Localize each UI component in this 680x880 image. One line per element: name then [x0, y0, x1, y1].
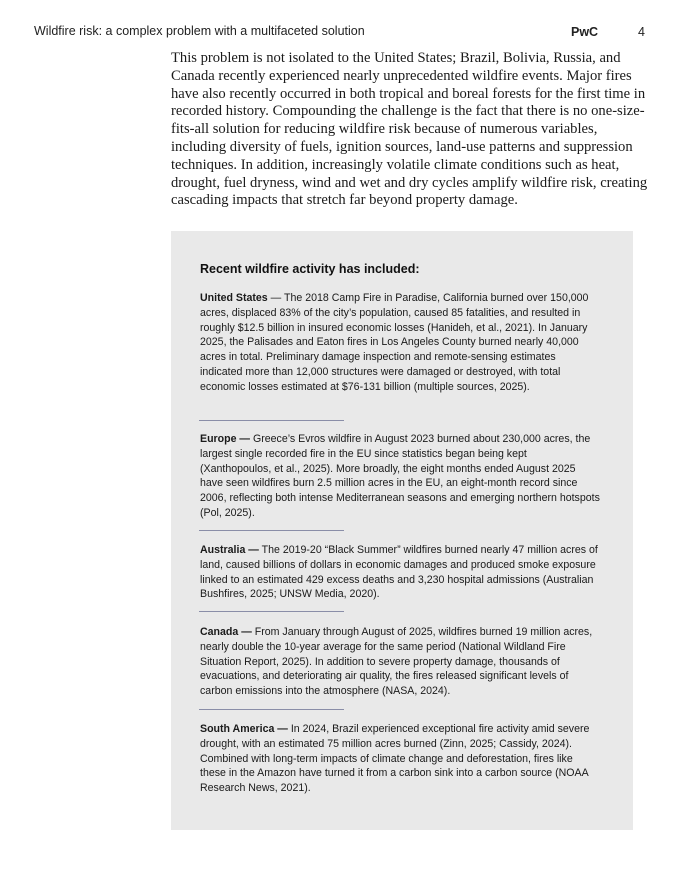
entry-text: From January through August of 2025, wildfires burned 19 million acres, nearly double the 10-year average for the same period (National Wildland Fire Situation Report, 2025). In addition to severe property damage, thousands of evacuations, and deteriorating air quality, the fires released significant levels of carbon emissions into the atmosphere (NASA, 2024). — [200, 626, 593, 698]
entry-text: Greece’s Evros wildfire in August 2023 burned about 230,000 acres, the largest single recorded fire in the EU since statistics began being kept (Xanthopoulos, et al., 2025). More broadly, the eight months ended August 2025 have seen wildfires burn 2.5 million acres in the EU, an eight-month record since 2006, reflecting both intense Mediterranean seasons and emerging northern hotspots (Pol, 2025). — [200, 433, 600, 519]
entry-region: Europe — — [200, 433, 251, 445]
divider — [199, 611, 344, 612]
divider — [199, 709, 344, 710]
brand-name: PwC — [571, 25, 599, 39]
entry-united-states — [200, 291, 600, 395]
entry-region: United States — [200, 292, 268, 304]
entry-south-america — [200, 722, 600, 796]
entry-region: South America — — [200, 723, 288, 735]
page-number: 4 — [638, 25, 645, 39]
entry-text: The 2019-20 “Black Summer” wildfires burned nearly 47 million acres of land, caused billions of dollars in economic damages and produced smoke exposure linked to an estimated 429 excess deaths and 3,230 hospital admissions (Australian Bushfires, 2025; UNSW Media, 2020). — [200, 544, 598, 601]
wildfire-activity-callout — [171, 231, 633, 830]
entry-canada — [200, 625, 600, 699]
entry-text: In 2024, Brazil experienced exceptional fire activity amid severe drought, with an estimated 75 million acres burned (Zinn, 2025; Cassidy, 2024). Combined with long-term impacts of climate change and deforestation, fires like these in the Amazon have turned it from a carbon sink into a carbon source (NOAA Research News, 2021). — [200, 723, 590, 795]
entry-text: The 2018 Camp Fire in Paradise, California burned over 150,000 acres, displaced 83% of the city’s population, caused 85 fatalities, and resulted in roughly $12.5 billion in insured economic losses (Hanideh, et al., 2021). In January 2025, the Palisades and Eaton fires in Los Angeles County burned nearly 40,000 acres in total. Preliminary damage inspection and remote-sensing estimates indicated more than 12,000 structures were damaged or destroyed, with total economic losses estimated at $76-131 billion (multiple sources, 2025). — [200, 292, 589, 393]
intro-paragraph: This problem is not isolated to the United States; Brazil, Bolivia, Russia, and Canada recently experienced nearly unprecedented wildfire events. Major fires have also recently occurred in both tropical and boreal forests for the first time in recorded history. Compounding the challenge is the fact that there is no one-size-fits-all solution for reducing wildfire risk because of numerous variables, including diversity of fuels, ignition sources, land-use patterns and suppression techniques. In addition, increasingly volatile climate conditions such as heat, drought, fuel dryness, wind and wet and dry cycles amplify wildfire risk, creating cascading impacts that stretch far beyond property damage. — [171, 50, 648, 209]
divider — [199, 530, 344, 531]
entry-separator: — — [267, 292, 284, 304]
callout-heading: Recent wildfire activity has included: — [200, 262, 420, 276]
entry-region: Australia — — [200, 544, 259, 556]
entry-australia — [200, 543, 600, 602]
entry-region: Canada — — [200, 626, 252, 638]
document-title: Wildfire risk: a complex problem with a multifaceted solution — [34, 24, 365, 38]
divider — [199, 420, 344, 421]
entry-europe — [200, 432, 600, 521]
